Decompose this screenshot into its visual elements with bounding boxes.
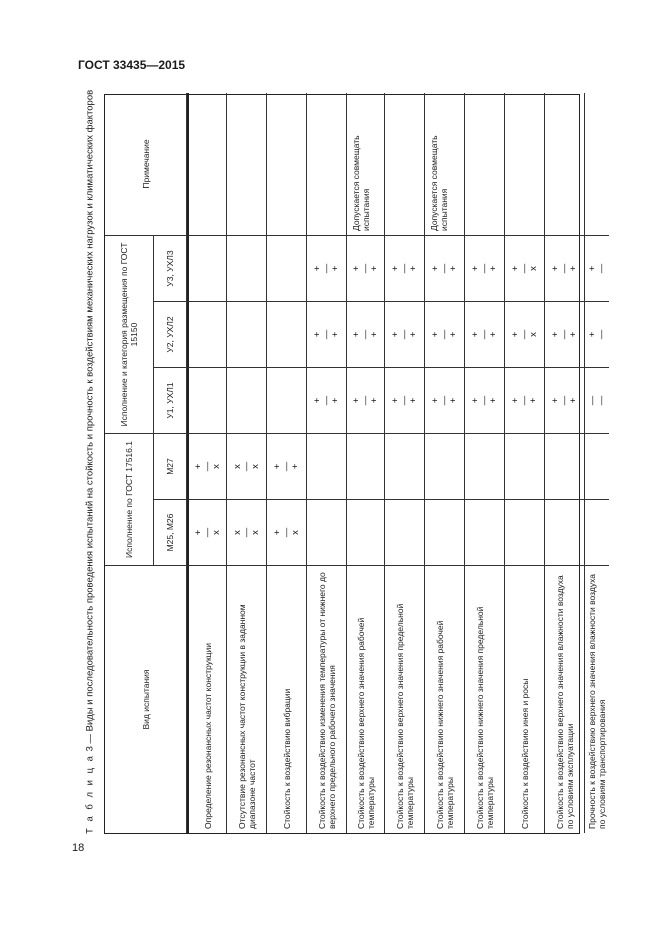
mark-symbol: + — [408, 397, 419, 404]
mark-symbol: + — [568, 265, 579, 272]
mark-cell-u1 — [385, 367, 425, 433]
mark-symbol: + — [312, 397, 323, 404]
mark-symbol: — — [360, 329, 371, 340]
note-cell — [187, 93, 227, 235]
mark-symbol: + — [312, 331, 323, 338]
document-header: ГОСТ 33435—2015 — [78, 58, 186, 72]
mark-cell-u2 — [227, 301, 267, 367]
mark-cell-u1 — [187, 367, 227, 433]
mark-symbol: + — [193, 529, 204, 536]
header-test-type: Вид испытания — [105, 565, 187, 833]
mark-symbol: + — [330, 397, 341, 404]
note-cell — [505, 93, 545, 235]
caption-prefix: Т а б л и ц а — [84, 754, 96, 834]
mark-cell-m25 — [267, 499, 307, 565]
mark-symbol: + — [272, 529, 283, 536]
test-name-cell: Стойкость к воздействию инея и росы — [505, 565, 545, 833]
mark-symbol: + — [330, 265, 341, 272]
test-name-cell: Стойкость к воздействию вибрации — [267, 565, 307, 833]
mark-cell-u3 — [385, 235, 425, 301]
mark-cell-u2 — [505, 301, 545, 367]
mark-cell-m27 — [465, 433, 505, 499]
note-cell — [545, 93, 585, 235]
mark-symbol: — — [202, 461, 213, 472]
mark-cell-u1 — [307, 367, 347, 433]
mark-symbol: + — [488, 397, 499, 404]
mark-cell-m25 — [385, 499, 425, 565]
test-name-cell: Прочность к воздействию верхнего значения влажности воздуха по условиям транспортирования — [585, 565, 609, 833]
mark-cell-m25 — [505, 499, 545, 565]
mark-cell-m25 — [187, 499, 227, 565]
mark-symbol: — — [559, 263, 570, 274]
test-table — [104, 94, 607, 834]
mark-cell-m27 — [585, 433, 609, 499]
mark-symbol: — — [587, 395, 598, 406]
note-cell — [307, 93, 347, 235]
mark-symbol: — — [519, 263, 530, 274]
mark-symbol: + — [369, 265, 380, 272]
mark-symbol: + — [390, 397, 401, 404]
mark-symbol: + — [470, 397, 481, 404]
mark-symbol: — — [596, 329, 607, 340]
mark-symbol: + — [528, 397, 539, 404]
mark-cell-u1 — [585, 367, 609, 433]
mark-cell-u3 — [347, 235, 385, 301]
test-name-cell: Стойкость к воздействию нижнего значения рабочей температуры — [425, 565, 465, 833]
header-gost15150: Исполнение и категория размещения по ГОСТ 15150 — [105, 235, 154, 433]
note-cell — [465, 93, 505, 235]
mark-symbol: + — [193, 463, 204, 470]
mark-cell-u3 — [227, 235, 267, 301]
note-cell — [585, 93, 609, 235]
mark-cell-u1 — [465, 367, 505, 433]
mark-cell-m27 — [505, 433, 545, 499]
page-number: 18 — [72, 842, 85, 854]
mark-symbol: + — [330, 331, 341, 338]
mark-symbol: — — [399, 329, 410, 340]
mark-symbol: + — [550, 397, 561, 404]
mark-symbol: — — [241, 527, 252, 538]
mark-symbol: х — [232, 464, 243, 469]
mark-cell-u2 — [545, 301, 585, 367]
mark-symbol: — — [241, 461, 252, 472]
mark-cell-u3 — [505, 235, 545, 301]
mark-symbol: + — [448, 265, 459, 272]
header-u1: У1, УХЛ1 — [154, 367, 187, 433]
mark-symbol: — — [559, 329, 570, 340]
mark-symbol: — — [479, 395, 490, 406]
mark-cell-u2 — [465, 301, 505, 367]
table-caption-area — [78, 89, 102, 834]
mark-cell-m27 — [267, 433, 307, 499]
mark-symbol: + — [550, 331, 561, 338]
mark-symbol: + — [488, 331, 499, 338]
mark-symbol: — — [202, 527, 213, 538]
mark-cell-u2 — [347, 301, 385, 367]
mark-cell-u1 — [347, 367, 385, 433]
mark-cell-u3 — [187, 235, 227, 301]
mark-cell-u1 — [425, 367, 465, 433]
mark-cell-u3 — [307, 235, 347, 301]
mark-cell-u3 — [465, 235, 505, 301]
note-cell — [267, 93, 307, 235]
mark-symbol: — — [479, 263, 490, 274]
note-cell — [227, 93, 267, 235]
mark-symbol: + — [369, 397, 380, 404]
mark-symbol: х — [250, 530, 261, 535]
mark-symbol: — — [360, 263, 371, 274]
mark-symbol: — — [321, 329, 332, 340]
test-name-cell: Стойкость к воздействию верхнего значения влажности воздуха по условиям эксплуатации — [545, 565, 585, 833]
mark-symbol: — — [439, 395, 450, 406]
test-name-cell: Стойкость к воздействию нижнего значения предельной температуры — [465, 565, 505, 833]
mark-symbol: — — [519, 329, 530, 340]
mark-symbol: — — [596, 395, 607, 406]
mark-cell-u2 — [425, 301, 465, 367]
caption-text: 3 — Виды и последовательность проведения испытаний на стойкость и прочность к воздействиям механических нагрузок и климатических факторов — [84, 89, 96, 755]
mark-cell-m27 — [545, 433, 585, 499]
mark-symbol: х — [528, 332, 539, 337]
mark-symbol: — — [439, 329, 450, 340]
mark-cell-m27 — [347, 433, 385, 499]
mark-symbol: — — [281, 461, 292, 472]
header-u2: У2, УХЛ2 — [154, 301, 187, 367]
mark-symbol: х — [290, 530, 301, 535]
mark-symbol: + — [430, 265, 441, 272]
mark-symbol: х — [211, 530, 222, 535]
note-cell: Допускается совмещать испытания — [347, 93, 385, 235]
mark-symbol: + — [568, 331, 579, 338]
header-m27: М27 — [154, 433, 187, 499]
mark-symbol: — — [519, 395, 530, 406]
header-note: Примечание — [105, 93, 187, 235]
mark-symbol: + — [408, 265, 419, 272]
test-name-cell: Стойкость к воздействию изменения температуры от нижнего до верхнего предельного рабочего значения — [307, 565, 347, 833]
mark-cell-m27 — [227, 433, 267, 499]
mark-cell-u3 — [425, 235, 465, 301]
mark-symbol: х — [528, 266, 539, 271]
mark-cell-u3 — [585, 235, 609, 301]
mark-symbol: + — [587, 265, 598, 272]
mark-cell-u1 — [267, 367, 307, 433]
table-caption — [84, 89, 96, 834]
mark-symbol: + — [351, 331, 362, 338]
mark-symbol: + — [351, 265, 362, 272]
mark-cell-m25 — [307, 499, 347, 565]
test-name-cell: Отсутствие резонансных частот конструкции в заданном диапазоне частот — [227, 565, 267, 833]
mark-symbol: — — [596, 263, 607, 274]
mark-symbol: + — [390, 331, 401, 338]
mark-symbol: + — [272, 463, 283, 470]
mark-symbol: — — [360, 395, 371, 406]
header-m25m26: М25, М26 — [154, 499, 187, 565]
table-area — [104, 94, 607, 834]
mark-symbol: + — [408, 331, 419, 338]
mark-cell-u2 — [385, 301, 425, 367]
mark-symbol: — — [479, 329, 490, 340]
mark-cell-m27 — [385, 433, 425, 499]
mark-symbol: х — [232, 530, 243, 535]
header-gost17516: Исполнение по ГОСТ 17516.1 — [105, 433, 154, 565]
mark-symbol: + — [568, 397, 579, 404]
mark-cell-m27 — [307, 433, 347, 499]
mark-symbol: + — [351, 397, 362, 404]
mark-cell-u2 — [267, 301, 307, 367]
mark-cell-u2 — [585, 301, 609, 367]
mark-cell-m25 — [585, 499, 609, 565]
mark-symbol: + — [470, 265, 481, 272]
note-cell — [385, 93, 425, 235]
mark-cell-u1 — [227, 367, 267, 433]
mark-symbol: — — [399, 395, 410, 406]
mark-symbol: + — [488, 265, 499, 272]
mark-symbol: + — [312, 265, 323, 272]
mark-symbol: + — [290, 463, 301, 470]
mark-symbol: + — [550, 265, 561, 272]
mark-symbol: + — [470, 331, 481, 338]
mark-symbol: + — [430, 397, 441, 404]
test-name-cell: Стойкость к воздействию верхнего значения предельной температуры — [385, 565, 425, 833]
test-name-cell: Определение резонансных частот конструкции — [187, 565, 227, 833]
mark-cell-u2 — [187, 301, 227, 367]
mark-symbol: — — [439, 263, 450, 274]
mark-cell-m27 — [187, 433, 227, 499]
mark-symbol: — — [559, 395, 570, 406]
mark-symbol: + — [448, 397, 459, 404]
mark-symbol: — — [281, 527, 292, 538]
mark-cell-m27 — [425, 433, 465, 499]
mark-symbol: + — [587, 331, 598, 338]
mark-cell-u1 — [505, 367, 545, 433]
header-u3: У3, УХЛ3 — [154, 235, 187, 301]
mark-cell-m25 — [425, 499, 465, 565]
mark-symbol: + — [390, 265, 401, 272]
mark-cell-u2 — [307, 301, 347, 367]
mark-symbol: + — [510, 265, 521, 272]
mark-symbol: + — [510, 331, 521, 338]
note-cell: Допускается совмещать испытания — [425, 93, 465, 235]
mark-cell-u1 — [545, 367, 585, 433]
mark-symbol: + — [430, 331, 441, 338]
mark-symbol: + — [369, 331, 380, 338]
mark-cell-m25 — [545, 499, 585, 565]
mark-symbol: х — [211, 464, 222, 469]
mark-symbol: х — [250, 464, 261, 469]
mark-cell-m25 — [465, 499, 505, 565]
mark-symbol: — — [321, 263, 332, 274]
mark-symbol: — — [399, 263, 410, 274]
mark-cell-u3 — [545, 235, 585, 301]
mark-symbol: + — [510, 397, 521, 404]
mark-symbol: + — [448, 331, 459, 338]
mark-cell-m25 — [227, 499, 267, 565]
test-name-cell: Стойкость к воздействию верхнего значения рабочей температуры — [347, 565, 385, 833]
mark-cell-m25 — [347, 499, 385, 565]
mark-cell-u3 — [267, 235, 307, 301]
mark-symbol: — — [321, 395, 332, 406]
